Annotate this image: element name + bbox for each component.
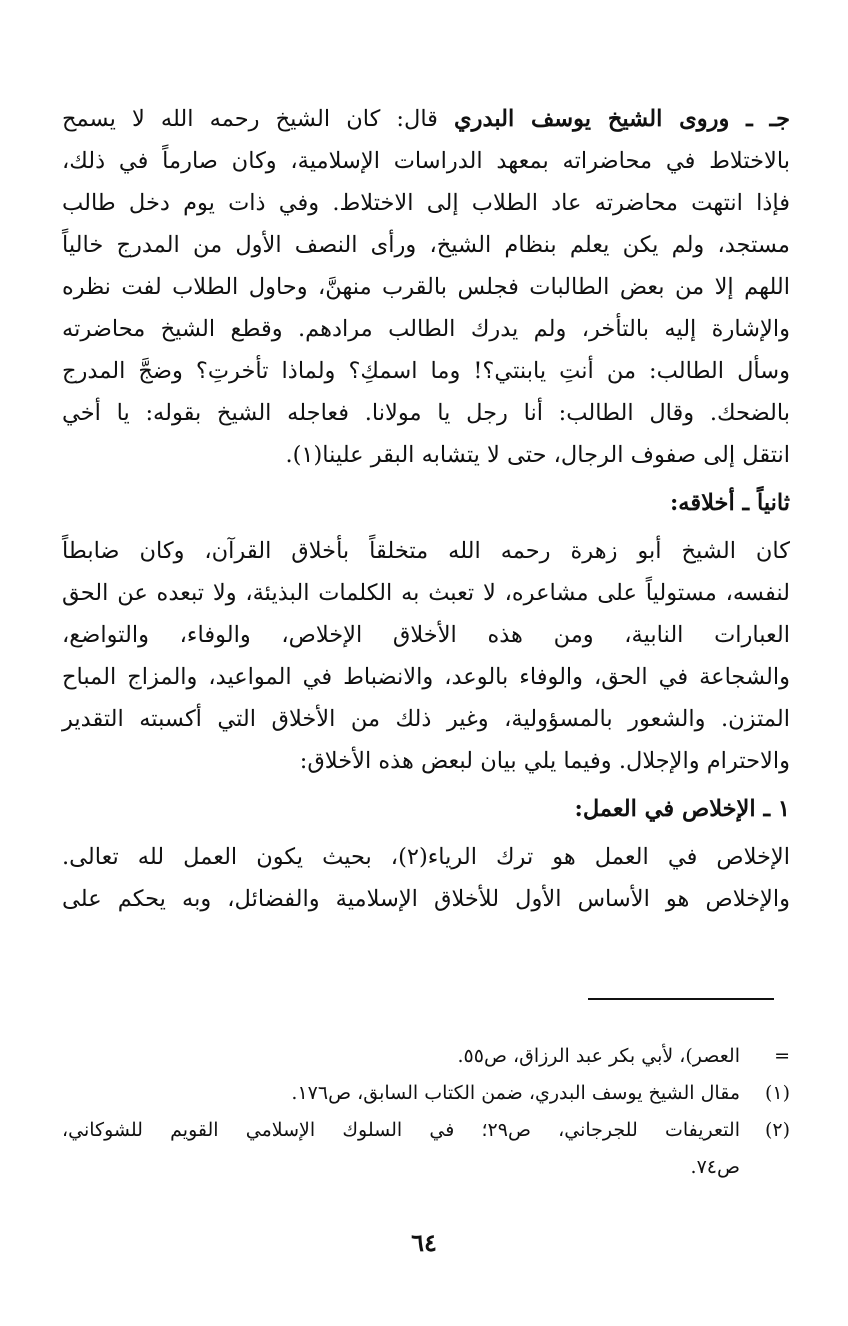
paragraph-3-line-2: والإخلاص هو الأساس الأول للأخلاق الإسلامية والفضائل، وبه يحكم على — [62, 886, 790, 912]
paragraph-1-line-4: مستجد، ولم يكن يعلم بنظام الشيخ، ورأى النصف الأول من المدرج خالياً — [62, 232, 790, 258]
footnote-separator — [588, 998, 774, 1000]
paragraph-2-line-2: لنفسه، مستولياً على مشاعره، لا تعبث به الكلمات البذيئة، ولا تبعده عن الحق — [62, 580, 790, 606]
subsection-heading-sincerity: ١ ـ الإخلاص في العمل: — [574, 796, 790, 822]
paragraph-1-lead: جـ ـ وروى الشيخ يوسف البدري — [454, 106, 790, 132]
paragraph-2-line-4: والشجاعة في الحق، والوفاء بالوعد، والانضباط في المواعيد، والمزاج المباح — [62, 664, 790, 690]
paragraph-2-line-1: كان الشيخ أبو زهرة رحمه الله متخلقاً بأخلاق القرآن، وكان ضابطاً — [62, 538, 790, 564]
paragraph-2-line-3: العبارات النابية، ومن هذه الأخلاق الإخلاص، والوفاء، والتواضع، — [62, 622, 790, 648]
section-heading-character: ثانياً ـ أخلاقه: — [670, 490, 790, 516]
paragraph-1-line-7: وسأل الطالب: من أنتِ يابنتي؟! وما اسمكِ؟ ولماذا تأخرتِ؟ وضجَّ المدرج — [62, 358, 790, 384]
footnote-text: التعريفات للجرجاني، ص٢٩؛ في السلوك الإسلامي القويم للشوكاني، — [62, 1119, 740, 1141]
paragraph-1-line-9: انتقل إلى صفوف الرجال، حتى لا يتشابه البقر علينا(١). — [285, 442, 790, 468]
paragraph-2-line-6: والاحترام والإجلال. وفيما يلي بيان لبعض هذه الأخلاق: — [299, 748, 790, 774]
paragraph-1-line-1-rest: قال: كان الشيخ رحمه الله لا يسمح — [62, 106, 438, 132]
paragraph-1-line-5: اللهم إلا من بعض الطالبات فجلس بالقرب منهنَّ، وحاول الطلاب لفت نظره — [62, 274, 790, 300]
page-body — [62, 98, 790, 920]
footnotes — [62, 1038, 790, 1186]
paragraph-1-line-8: بالضحك. وقال الطالب: أنا رجل يا مولانا. فعاجله الشيخ بقوله: يا أخي — [62, 400, 790, 426]
paragraph-2-line-5: المتزن. والشعور بالمسؤولية، وغير ذلك من الأخلاق التي أكسبته التقدير — [62, 706, 790, 732]
paragraph-1-line-2: بالاختلاط في محاضراته بمعهد الدراسات الإسلامية، وكان صارماً في ذلك، — [62, 148, 790, 174]
page-number: ٦٤ — [411, 1228, 437, 1257]
paragraph-3-line-1: الإخلاص في العمل هو ترك الرياء(٢)، بحيث يكون العمل لله تعالى. — [62, 844, 790, 870]
footnote-mark: (٢) — [764, 1119, 790, 1141]
footnote-2-continuation: ص٧٤. — [690, 1156, 740, 1178]
footnote-text: العصر)، لأبي بكر عبد الرزاق، ص٥٥. — [457, 1045, 740, 1067]
paragraph-1-line-6: والإشارة إليه بالتأخر، ولم يدرك الطالب مرادهم. وقطع الشيخ محاضرته — [62, 316, 790, 342]
footnote-2 — [62, 1112, 790, 1149]
footnote-text: مقال الشيخ يوسف البدري، ضمن الكتاب السابق، ص١٧٦. — [291, 1082, 740, 1104]
paragraph-1-line-3: فإذا انتهت محاضرته عاد الطلاب إلى الاختلاط. وفي ذات يوم دخل طالب — [62, 190, 790, 216]
footnote-continued — [62, 1038, 790, 1075]
footnote-mark: = — [774, 1045, 790, 1067]
footnote-mark: (١) — [764, 1082, 790, 1104]
footnote-1 — [62, 1075, 790, 1112]
paragraph-1-line-1 — [62, 98, 790, 140]
